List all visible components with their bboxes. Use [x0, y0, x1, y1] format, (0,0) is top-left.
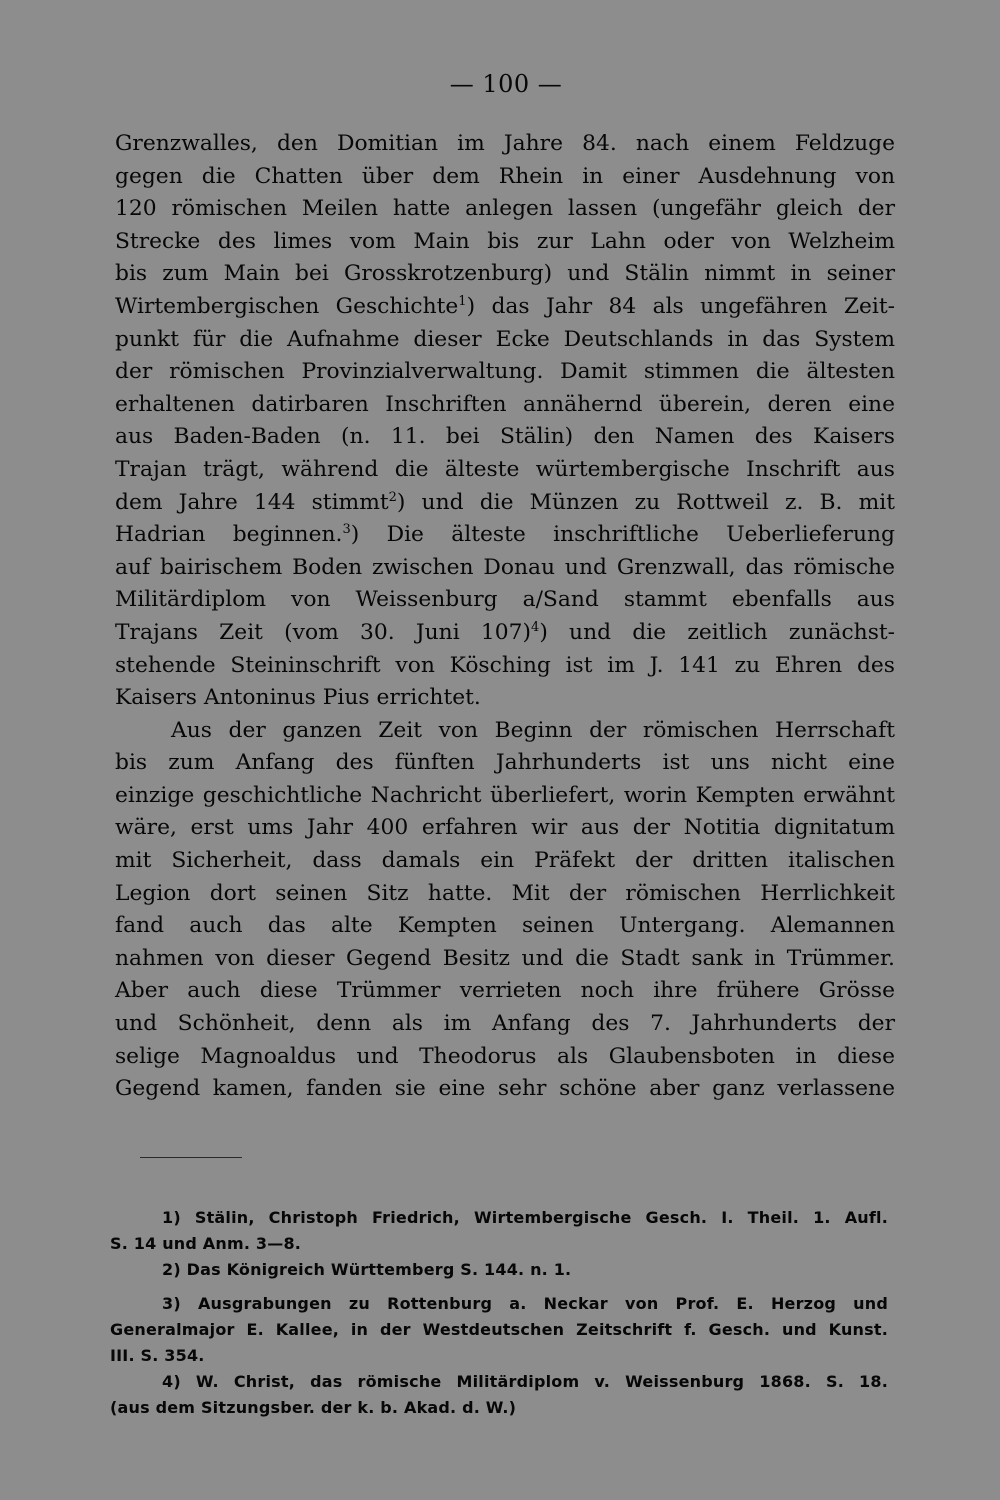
body-line: erhaltenen datirbaren Inschriften annähernd überein, deren eine — [115, 391, 895, 417]
body-line: Strecke des limes vom Main bis zur Lahn oder von Welzheim — [115, 228, 895, 254]
body-line: aus Baden-Baden (n. 11. bei Stälin) den Namen des Kaisers — [115, 424, 895, 450]
body-line: punkt für die Aufnahme dieser Ecke Deutschlands in das System — [115, 326, 895, 352]
body-text-segment: ) und die zeitlich zunächst- — [539, 619, 896, 645]
footnote-line: Generalmajor E. Kallee, in der Westdeutschen Zeitschrift f. Gesch. und Kunst. — [110, 1320, 888, 1339]
body-line — [115, 487, 895, 520]
body-text-segment: Trajans Zeit (vom 30. Juni 107) — [115, 619, 532, 645]
footnotes — [110, 1205, 888, 1421]
body-line: Militärdiplom von Weissenburg a/Sand stammt ebenfalls aus — [115, 587, 895, 613]
body-line: Aber auch diese Trümmer verrieten noch ihre frühere Grösse — [115, 978, 895, 1004]
body-line — [115, 617, 895, 650]
footnote-line: 1) Stälin, Christoph Friedrich, Wirtembergische Gesch. I. Theil. 1. Aufl. — [162, 1208, 888, 1227]
footnote-line: S. 14 und Anm. 3—8. — [110, 1234, 302, 1253]
footnote-ref: 3 — [342, 522, 351, 538]
body-text-segment: Hadrian beginnen. — [115, 522, 343, 548]
footnote-ref: 2 — [388, 489, 397, 505]
body-text-segment: ) das Jahr 84 als ungefähren Zeit- — [466, 293, 895, 319]
body-line: bis zum Main bei Grosskrotzenburg) und Stälin nimmt in seiner — [115, 261, 895, 287]
body-line: Legion dort seinen Sitz hatte. Mit der römischen Herrlichkeit — [115, 880, 895, 906]
body-line: Grenzwalles, den Domitian im Jahre 84. nach einem Feldzuge — [115, 131, 895, 156]
body-line: einzige geschichtliche Nachricht überliefert, worin Kempten erwähnt — [115, 782, 895, 808]
body-text-segment: ) und die Münzen zu Rottweil z. B. mit — [396, 489, 896, 515]
body-text-segment: Wirtembergischen Geschichte — [115, 293, 459, 319]
body-line — [115, 291, 895, 324]
body-line: und Schönheit, denn als im Anfang des 7. Jahrhunderts der — [115, 1011, 895, 1037]
footnote-ref: 1 — [458, 293, 467, 309]
footnote-line: III. S. 354. — [110, 1346, 205, 1365]
body-line: Aus der ganzen Zeit von Beginn der römischen Herrschaft — [171, 717, 895, 743]
body-line: bis zum Anfang des fünften Jahrhunderts ist uns nicht eine — [115, 750, 895, 776]
body-line: nahmen von dieser Gegend Besitz und die Stadt sank in Trümmer. — [115, 945, 895, 971]
body-line: Kaisers Antoninus Pius errichtet. — [115, 685, 481, 711]
body-line: Trajan trägt, während die älteste würtembergische Inschrift aus — [115, 456, 895, 482]
footnote-separator — [140, 1157, 242, 1158]
footnote-line: 2) Das Königreich Württemberg S. 144. n. 1. — [162, 1260, 572, 1279]
footnote-line: 3) Ausgrabungen zu Rottenburg a. Neckar von Prof. E. Herzog und — [162, 1294, 888, 1313]
footnote-line: (aus dem Sitzungsber. der k. b. Akad. d. W.) — [110, 1398, 517, 1417]
footnote-ref: 4 — [531, 619, 540, 635]
footnote-line: 4) W. Christ, das römische Militärdiplom v. Weissenburg 1868. S. 18. — [162, 1372, 888, 1391]
body-line: 120 römischen Meilen hatte anlegen lassen (ungefähr gleich der — [115, 196, 895, 222]
body-text-segment: dem Jahre 144 stimmt — [115, 489, 389, 515]
body-line — [115, 519, 895, 552]
body-line: der römischen Provinzialverwaltung. Damit stimmen die ältesten — [115, 359, 895, 385]
body-line: mit Sicherheit, dass damals ein Präfekt der dritten italischen — [115, 848, 895, 874]
body-line: selige Magnoaldus und Theodorus als Glaubensboten in diese — [115, 1043, 895, 1069]
body-line: gegen die Chatten über dem Rhein in einer Ausdehnung von — [115, 163, 895, 189]
page-number: — 100 — — [449, 70, 563, 98]
body-text — [115, 128, 895, 1106]
body-line: fand auch das alte Kempten seinen Untergang. Alemannen — [115, 913, 895, 939]
body-line: Gegend kamen, fanden sie eine sehr schöne aber ganz verlassene — [115, 1076, 895, 1102]
body-line: wäre, erst ums Jahr 400 erfahren wir aus der Notitia dignitatum — [115, 815, 895, 841]
body-text-segment: ) Die älteste inschriftliche Ueberlieferung — [350, 522, 895, 548]
body-line: auf bairischem Boden zwischen Donau und Grenzwall, das römische — [115, 554, 895, 580]
body-line: stehende Steininschrift von Kösching ist im J. 141 zu Ehren des — [115, 652, 895, 678]
